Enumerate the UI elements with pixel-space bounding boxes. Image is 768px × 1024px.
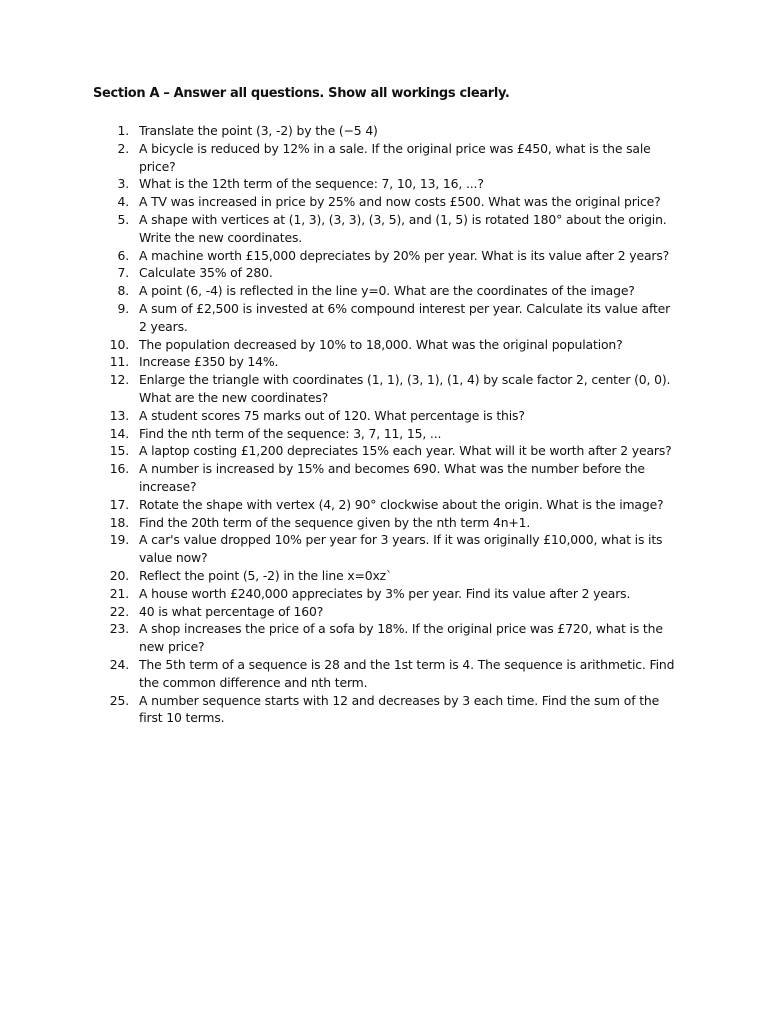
question-item bbox=[0, 282, 768, 300]
question-item bbox=[0, 247, 768, 265]
question-item bbox=[0, 371, 768, 407]
question-text: A student scores 75 marks out of 120. What percentage is this? bbox=[139, 407, 525, 423]
question-number: 20. bbox=[109, 567, 129, 583]
question-text: Enlarge the triangle with coordinates (1, 1), (3, 1), (1, 4) by scale factor 2, center (0, 0). What are the new coordinates? bbox=[139, 372, 671, 405]
question-text: Increase £350 by 14%. bbox=[139, 354, 279, 370]
question-number: 16. bbox=[109, 461, 129, 477]
question-item bbox=[0, 140, 768, 176]
question-number: 23. bbox=[109, 621, 129, 637]
question-item bbox=[0, 211, 768, 247]
question-number: 21. bbox=[109, 585, 129, 601]
section-heading: Section A – Answer all questions. Show all workings clearly. bbox=[93, 86, 510, 101]
question-item bbox=[0, 496, 768, 514]
question-number: 4. bbox=[117, 194, 129, 210]
question-item bbox=[0, 336, 768, 354]
question-number: 25. bbox=[109, 692, 129, 708]
question-item bbox=[0, 531, 768, 567]
question-item bbox=[0, 193, 768, 211]
question-text: A house worth £240,000 appreciates by 3% per year. Find its value after 2 years. bbox=[139, 585, 631, 601]
question-text: Calculate 35% of 280. bbox=[139, 265, 273, 281]
question-item bbox=[0, 620, 768, 656]
question-item bbox=[0, 264, 768, 282]
question-item bbox=[0, 585, 768, 603]
question-number: 22. bbox=[109, 603, 129, 619]
question-text: The 5th term of a sequence is 28 and the 1st term is 4. The sequence is arithmetic. Find the common difference and nth term. bbox=[139, 656, 675, 690]
question-text: Find the 20th term of the sequence given by the nth term 4n+1. bbox=[139, 514, 531, 530]
question-item bbox=[0, 353, 768, 371]
question-text: A shape with vertices at (1, 3), (3, 3), (3, 5), and (1, 5) is rotated 180° about the origin. Write the new coordinates. bbox=[139, 211, 667, 245]
question-item bbox=[0, 656, 768, 692]
question-number: 19. bbox=[109, 532, 129, 548]
question-item bbox=[0, 603, 768, 621]
question-item bbox=[0, 692, 768, 728]
question-item bbox=[0, 425, 768, 443]
question-text: A shop increases the price of a sofa by 18%. If the original price was £720, what is the new price? bbox=[139, 621, 663, 655]
question-item bbox=[0, 514, 768, 532]
question-number: 6. bbox=[117, 247, 129, 263]
question-number: 10. bbox=[109, 336, 129, 352]
question-text: A point (6, -4) is reflected in the line y=0. What are the coordinates of the image? bbox=[139, 283, 635, 299]
question-number: 11. bbox=[109, 354, 129, 370]
question-number: 24. bbox=[109, 656, 129, 672]
question-item bbox=[0, 407, 768, 425]
question-text: A laptop costing £1,200 depreciates 15% each year. What will it be worth after 2 years? bbox=[139, 443, 672, 459]
question-number: 7. bbox=[117, 265, 129, 281]
question-number: 3. bbox=[117, 176, 129, 192]
question-item bbox=[0, 567, 768, 585]
question-text: A sum of £2,500 is invested at 6% compound interest per year. Calculate its value after 2 years. bbox=[139, 300, 671, 334]
question-item bbox=[0, 122, 768, 140]
question-item bbox=[0, 460, 768, 496]
question-text: A car's value dropped 10% per year for 3 years. If it was originally £10,000, what is its value now? bbox=[139, 532, 663, 566]
question-text: Find the nth term of the sequence: 3, 7, 11, 15, ... bbox=[139, 425, 442, 441]
question-text: A machine worth £15,000 depreciates by 20% per year. What is its value after 2 years? bbox=[139, 247, 670, 263]
question-number: 13. bbox=[109, 407, 129, 423]
question-text: Reflect the point (5, -2) in the line x=0xz` bbox=[139, 567, 393, 583]
question-item bbox=[0, 300, 768, 336]
question-number: 12. bbox=[109, 372, 129, 388]
question-item bbox=[0, 175, 768, 193]
question-number: 14. bbox=[109, 425, 129, 441]
question-number: 5. bbox=[117, 211, 129, 227]
question-number: 8. bbox=[117, 283, 129, 299]
question-text: Rotate the shape with vertex (4, 2) 90° clockwise about the origin. What is the image? bbox=[139, 496, 664, 512]
question-text: The population decreased by 10% to 18,000. What was the original population? bbox=[139, 336, 623, 352]
question-text: A TV was increased in price by 25% and now costs £500. What was the original price? bbox=[139, 194, 661, 210]
question-text: A number is increased by 15% and becomes 690. What was the number before the increase? bbox=[139, 461, 645, 494]
question-item bbox=[0, 442, 768, 460]
question-text: Translate the point (3, -2) by the (−5 4) bbox=[139, 123, 378, 138]
question-text: What is the 12th term of the sequence: 7, 10, 13, 16, ...? bbox=[139, 176, 484, 192]
question-number: 17. bbox=[109, 496, 129, 512]
question-text: A bicycle is reduced by 12% in a sale. If the original price was £450, what is the sale price? bbox=[139, 140, 651, 174]
question-text: 40 is what percentage of 160? bbox=[139, 603, 324, 619]
question-number: 1. bbox=[117, 123, 129, 138]
question-list bbox=[0, 122, 768, 727]
question-number: 2. bbox=[117, 140, 129, 156]
question-number: 18. bbox=[109, 514, 129, 530]
question-number: 15. bbox=[109, 443, 129, 459]
question-text: A number sequence starts with 12 and decreases by 3 each time. Find the sum of the first 10 terms. bbox=[139, 692, 660, 726]
question-number: 9. bbox=[117, 300, 129, 316]
